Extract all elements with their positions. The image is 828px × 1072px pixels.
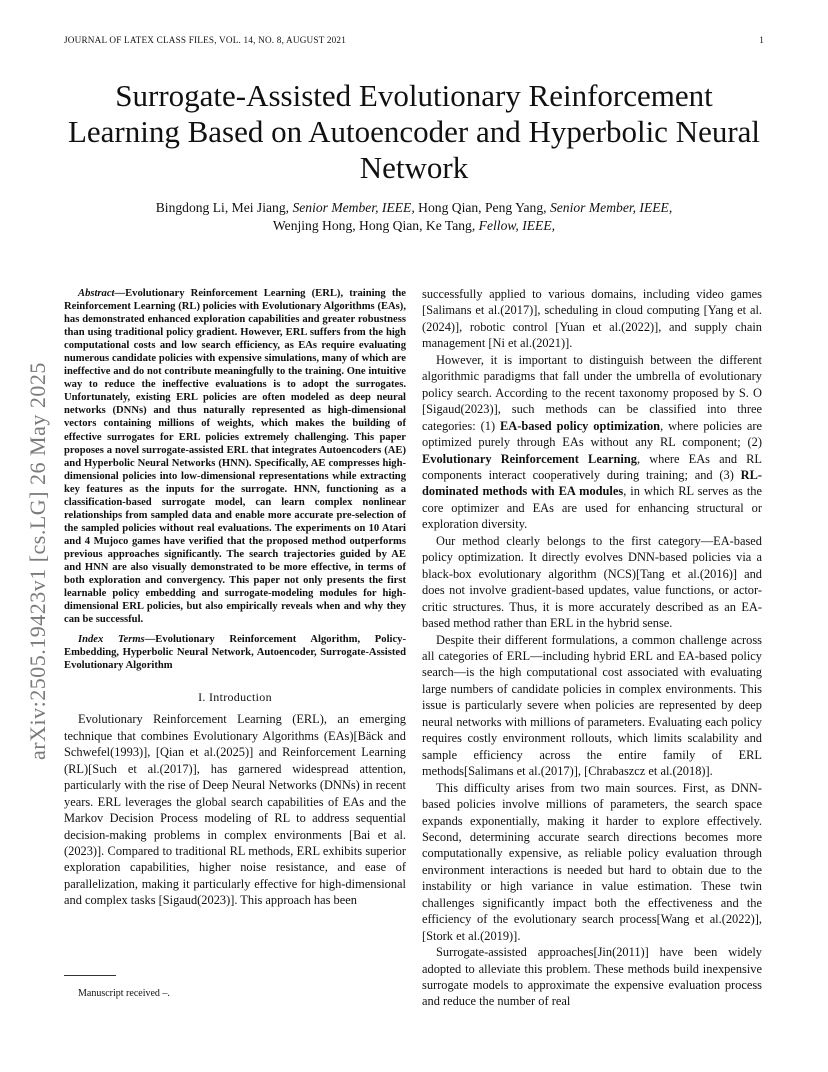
right-paragraph-2 [422, 352, 762, 533]
journal-name: JOURNAL OF LATEX CLASS FILES, VOL. 14, NO. 8, AUGUST 2021 [64, 35, 347, 45]
p2-text-e: , in which RL serves as the core optimizer and EAs are used for enhancing structural or exploration diversity. [422, 484, 763, 532]
index-terms-text: —Evolutionary Reinforcement Algorithm, Policy-Embedding, Hyperbolic Neural Network, Autoencoder, Surrogate-Assisted Evolutionary Algorithm [64, 634, 406, 672]
left-column [64, 287, 406, 909]
author-role-2: Senior Member, IEEE, [549, 200, 673, 215]
right-paragraph-5: This difficulty arises from two main sources. First, as DNN-based policies involve millions of parameters, the search space expands exponentially, making it harder to explore effectively. Second, determining accurate search directions becomes more computationally expensive, as reliable policy evaluation through environment interactions is needed but hard to obtain due to the instability or high variance in value estimation. These twin challenges significantly impact both the effectiveness and the efficiency of the evolutionary search process[Wang et al.(2022)], [Stork et al.(2019)]. [422, 780, 762, 943]
author-group-2: Hong Qian, Peng Yang, [418, 200, 547, 215]
category-ea-based: EA-based policy optimization [500, 418, 661, 433]
p2-text-d: , where EAs and RL components interact cooperatively during training; and (3) [422, 451, 763, 482]
intro-paragraph-1: Evolutionary Reinforcement Learning (ERL), an emerging technique that combines Evolutionary Algorithms (EAs)[Bäck and Schwefel(1993)], [Qian et al.(2025)] and Reinforcement Learning (RL)[Such et al.(2017)], has garnered widespread attention, particularly with the rise of Deep Neural Networks (DNNs) in recent years. ERL leverages the global search capabilities of EAs and the Markov Decision Process modeling of RL to address sequential decision-making problems in complex environments [Bai et al.(2023)]. Compared to traditional RL methods, ERL exhibits superior exploration capabilities, higher noise resistance, and ease of parallelization, making it particularly effective for high-dimensional and complex tasks [Sigaud(2023)]. This approach has been [64, 712, 406, 908]
right-paragraph-3: Our method clearly belongs to the first category—EA-based policy optimization. It directly evolves DNN-based policies via a black-box evolutionary algorithm (NCS)[Tang et al.(2016)] and does not involve gradient-based updates, value functions, or actor-critic structures. Thus, it is more accurately described as an EA-based method rather than ERL in the hybrid sense. [422, 533, 762, 631]
abstract-label: Abstract [78, 288, 115, 299]
author-role-1: Senior Member, IEEE, [292, 200, 415, 215]
right-paragraph-4: Despite their different formulations, a common challenge across all categories of ERL—including hybrid ERL and EA-based policy search—is the high computational cost associated with evaluating large numbers of candidate policies in complex environments. This issue is particularly severe when policies are represented by deep neural networks with millions of parameters. Evaluating each policy requires costly environment rollouts, which limits scalability and sample efficiency across the entire family of ERL methods[Salimans et al.(2017)], [Chrabaszcz et al.(2018)]. [422, 632, 762, 779]
author-group-1: Bingdong Li, Mei Jiang, [155, 200, 290, 215]
section-heading-introduction: I. Introduction [198, 690, 272, 705]
author-role-3: Fellow, IEEE, [478, 218, 556, 233]
page-number: 1 [759, 35, 764, 45]
paper-title: Surrogate-Assisted Evolutionary Reinforcement Learning Based on Autoencoder and Hyperbolic Neural Network [67, 78, 761, 185]
right-paragraph-6: Surrogate-assisted approaches[Jin(2011)] have been widely adopted to alleviate this problem. These methods build inexpensive surrogate models to approximate the expensive evaluation process and reduce the number of real [422, 945, 762, 1009]
category-rl-dominated: RL-dominated methods with EA modules [422, 467, 762, 499]
category-erl: Evolutionary Reinforcement Learning [422, 451, 637, 466]
right-paragraph-1: successfully applied to various domains, including video games [Salimans et al.(2017)], scheduling in cloud computing [Yang et al.(2024)], robotic control [Yuan et al.(2022)], and supply chain management [Ni et al.(2021)]. [422, 287, 762, 351]
p2-text-c: , where policies are optimized purely through EAs without any RL component; (2) [422, 418, 762, 450]
right-column [422, 286, 762, 1010]
index-terms [64, 633, 406, 672]
abstract [64, 287, 406, 626]
arxiv-stamp: arXiv:2505.19423v1 [cs.LG] 26 May 2025 [25, 362, 50, 760]
abstract-text: —Evolutionary Reinforcement Learning (ERL), training the Reinforcement Learning (RL) policies with Evolutionary Algorithms (EAs), has demonstrated enhanced exploration capabilities and greater robustness than using traditional policy gradient. However, ERL suffers from the high computational costs and low search efficiency, as EAs require evaluating numerous candidate policies with expensive simulations, many of which are ineffective and do not contribute meaningfully to the training. One intuitive way to reduce the ineffective evaluations is to adopt the surrogates. Unfortunately, existing ERL policies are often modeled as deep neural networks (DNNs) and thus naturally represented as high-dimensional vectors containing millions of weights, which makes the building of effective surrogates for ERL policies extremely challenging. This paper proposes a novel surrogate-assisted ERL that integrates Autoencoders (AE) and Hyperbolic Neural Networks (HNN). Specifically, AE compresses high-dimensional policies into low-dimensional representations while extracting key features as the inputs for the surrogate. HNN, functioning as a classification-based surrogate model, can learn complex nonlinear relationships from sampled data and enable more accurate pre-selection of the sampled policies without real evaluations. The experiments on 10 Atari and 4 Mujoco games have verified that the proposed method outperforms previous approaches significantly. The search trajectories guided by AE and HNN are also visually demonstrated to be more effective, in terms of both exploration and convergency. This paper not only presents the first learnable policy embedding and surrogate-modeling modules for high-dimensional ERL policies, but also empirically reveals when and why they can be successful. [64, 288, 406, 626]
author-list [60, 199, 768, 235]
index-terms-label: Index Terms [78, 634, 145, 646]
footnote: Manuscript received –. [78, 988, 170, 999]
footnote-rule [64, 975, 116, 976]
p2-text-a: However, it is important to distinguish between the different algorithmic paradigms that fall under the umbrella of evolutionary policy search. According to the recent taxonomy proposed by S. O [Sigaud(2023)], such methods can be classified into three categories: (1) [422, 352, 762, 433]
running-header [64, 35, 764, 49]
author-group-3: Wenjing Hong, Hong Qian, Ke Tang, [272, 218, 476, 233]
